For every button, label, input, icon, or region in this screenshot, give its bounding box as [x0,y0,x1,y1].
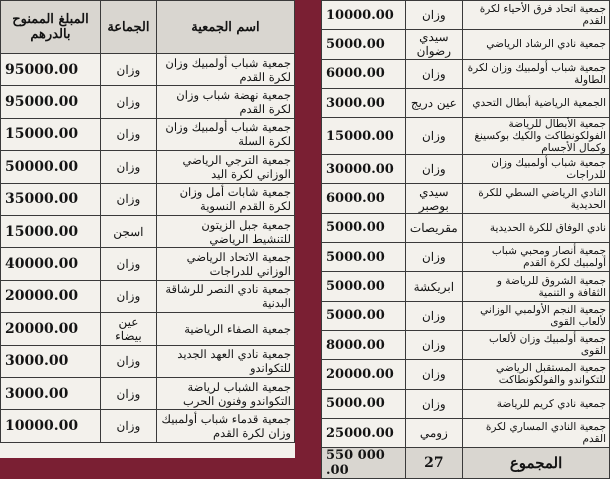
commune-cell: اسجن [100,215,156,247]
table-row [322,155,610,184]
amount-cell: 40000.00 [1,248,101,280]
commune-cell: وزان [100,86,156,118]
association-name-cell: الجمعية الرياضية أبطال التحدي [463,88,610,117]
amount-cell: 3000.00 [1,377,101,409]
header-amount: المبلغ الممنوح بالدرهم [1,1,101,54]
amount-cell: 5000.00 [322,389,406,418]
association-name-cell: جمعية المستقبل الرياضي للتكواندو والفولكونطاكت [463,360,610,389]
left-page [0,0,295,458]
commune-cell: وزان [405,330,463,359]
commune-cell: وزان [405,243,463,272]
commune-cell: وزان [100,54,156,86]
commune-cell: وزان [100,118,156,150]
table-row [1,345,295,377]
amount-cell: 95000.00 [1,54,101,86]
commune-cell: وزان [405,301,463,330]
association-name-cell: جمعية الترجي الرياضي الوزاني لكرة اليد [156,151,294,183]
commune-cell: وزان [405,155,463,184]
table-row [322,272,610,301]
amount-cell: 35000.00 [1,183,101,215]
amount-cell: 5000.00 [322,213,406,242]
amount-cell: 6000.00 [322,184,406,213]
table-row [322,360,610,389]
association-name-cell: جمعية نهضة شباب وزان لكرة القدم [156,86,294,118]
association-name-cell: جمعية نادي النصر للرشاقة البدنية [156,280,294,312]
table-row [1,54,295,86]
amount-cell: 20000.00 [322,360,406,389]
commune-cell: وزان [100,248,156,280]
header-commune: الجماعة [100,1,156,54]
association-name-cell: جمعية أولمبيك وزان لألعاب القوى [463,330,610,359]
table-row [1,280,295,312]
commune-cell: وزان [405,59,463,88]
association-name-cell: جمعية شابات أمل وزان لكرة القدم النسوية [156,183,294,215]
association-name-cell: جمعية شباب أولمبيك وزان لكرة السلة [156,118,294,150]
association-name-cell: جمعية أنصار ومحبي شباب أولمبيك لكرة القدم [463,243,610,272]
commune-cell: زومي [405,418,463,447]
table-row [1,377,295,409]
association-name-cell: النادي الرياضي السطي للكرة الحديدية [463,184,610,213]
association-name-cell: جمعية اتحاد فرق الأحياء لكرة القدم [463,1,610,30]
table-row [322,389,610,418]
association-name-cell: جمعية جبل الزيتون للتنشيط الرياضي [156,215,294,247]
association-name-cell: جمعية النادي المساري لكرة القدم [463,418,610,447]
association-name-cell: جمعية الشروق للرياضة و الثقافة و التنمية [463,272,610,301]
association-name-cell: جمعية نادي كريم للرياضة [463,389,610,418]
amount-cell: 10000.00 [322,1,406,30]
commune-cell: عين دريج [405,88,463,117]
amount-cell: 10000.00 [1,410,101,442]
table-row [1,151,295,183]
total-row [322,448,610,479]
amount-cell: 30000.00 [322,155,406,184]
table-row [1,118,295,150]
association-name-cell: جمعية قدماء شباب أولمبيك وزان لكرة القدم [156,410,294,442]
amount-cell: 3000.00 [1,345,101,377]
association-name-cell: جمعية الأبطال للرياضة الفولكونطاكت والكيك بوكسينغ وكمال الأجسام [463,118,610,155]
amount-cell: 95000.00 [1,86,101,118]
amount-cell: 5000.00 [322,272,406,301]
table-row [322,213,610,242]
association-name-cell: جمعية نادي العهد الجديد للتكواندو [156,345,294,377]
commune-cell: وزان [100,377,156,409]
commune-cell: وزان [100,151,156,183]
table-row [322,330,610,359]
commune-cell: سيدي بوصبر [405,184,463,213]
left-grants-table [0,0,295,443]
amount-cell: 5000.00 [322,301,406,330]
table-row [1,215,295,247]
table-row [1,410,295,442]
amount-cell: 15000.00 [322,118,406,155]
table-row [1,248,295,280]
amount-cell: 20000.00 [1,313,101,345]
amount-cell: 3000.00 [322,88,406,117]
amount-cell: 5000.00 [322,243,406,272]
amount-cell: 20000.00 [1,280,101,312]
total-amount: 550 000 .00 [322,448,406,479]
table-row [322,301,610,330]
table-row [322,118,610,155]
amount-cell: 25000.00 [322,418,406,447]
table-row [322,30,610,59]
table-header-row [1,1,295,54]
commune-cell: وزان [405,118,463,155]
amount-cell: 15000.00 [1,118,101,150]
table-row [322,59,610,88]
total-count: 27 [405,448,463,479]
association-name-cell: نادي الوفاق للكرة الحديدية [463,213,610,242]
commune-cell: وزان [405,389,463,418]
amount-cell: 5000.00 [322,30,406,59]
table-row [322,88,610,117]
association-name-cell: جمعية نادي الرشاد الرياضي [463,30,610,59]
commune-cell: وزان [100,280,156,312]
table-row [322,184,610,213]
left-table-body [1,54,295,443]
commune-cell: وزان [100,183,156,215]
total-label: المجموع [463,448,610,479]
association-name-cell: جمعية شباب أولمبيك وزان للدراجات [463,155,610,184]
commune-cell: وزان [405,360,463,389]
header-association-name: اسم الجمعية [156,1,294,54]
commune-cell: وزان [100,410,156,442]
association-name-cell: جمعية الاتحاد الرياضي الوزاني للدراجات [156,248,294,280]
right-table-body [322,1,610,448]
association-name-cell: جمعية شباب أولمبيك وزان لكرة القدم [156,54,294,86]
association-name-cell: جمعية النجم الأولمبي الوزاني لألعاب القوى [463,301,610,330]
table-row [1,86,295,118]
commune-cell: سيدي رضوان [405,30,463,59]
table-row [1,183,295,215]
right-grants-table [321,0,610,479]
amount-cell: 6000.00 [322,59,406,88]
commune-cell: مقريصات [405,213,463,242]
association-name-cell: جمعية شباب أولمبيك وزان لكرة الطاولة [463,59,610,88]
amount-cell: 50000.00 [1,151,101,183]
association-name-cell: جمعية الشباب لرياضة التكواندو وفنون الحرب [156,377,294,409]
commune-cell: وزان [405,1,463,30]
table-row [322,243,610,272]
commune-cell: وزان [100,345,156,377]
table-row [322,418,610,447]
table-row [1,313,295,345]
amount-cell: 8000.00 [322,330,406,359]
table-row [322,1,610,30]
commune-cell: عين بيضاء [100,313,156,345]
commune-cell: ابريكشة [405,272,463,301]
right-page [321,0,610,479]
amount-cell: 15000.00 [1,215,101,247]
association-name-cell: جمعية الصفاء الرياضية [156,313,294,345]
